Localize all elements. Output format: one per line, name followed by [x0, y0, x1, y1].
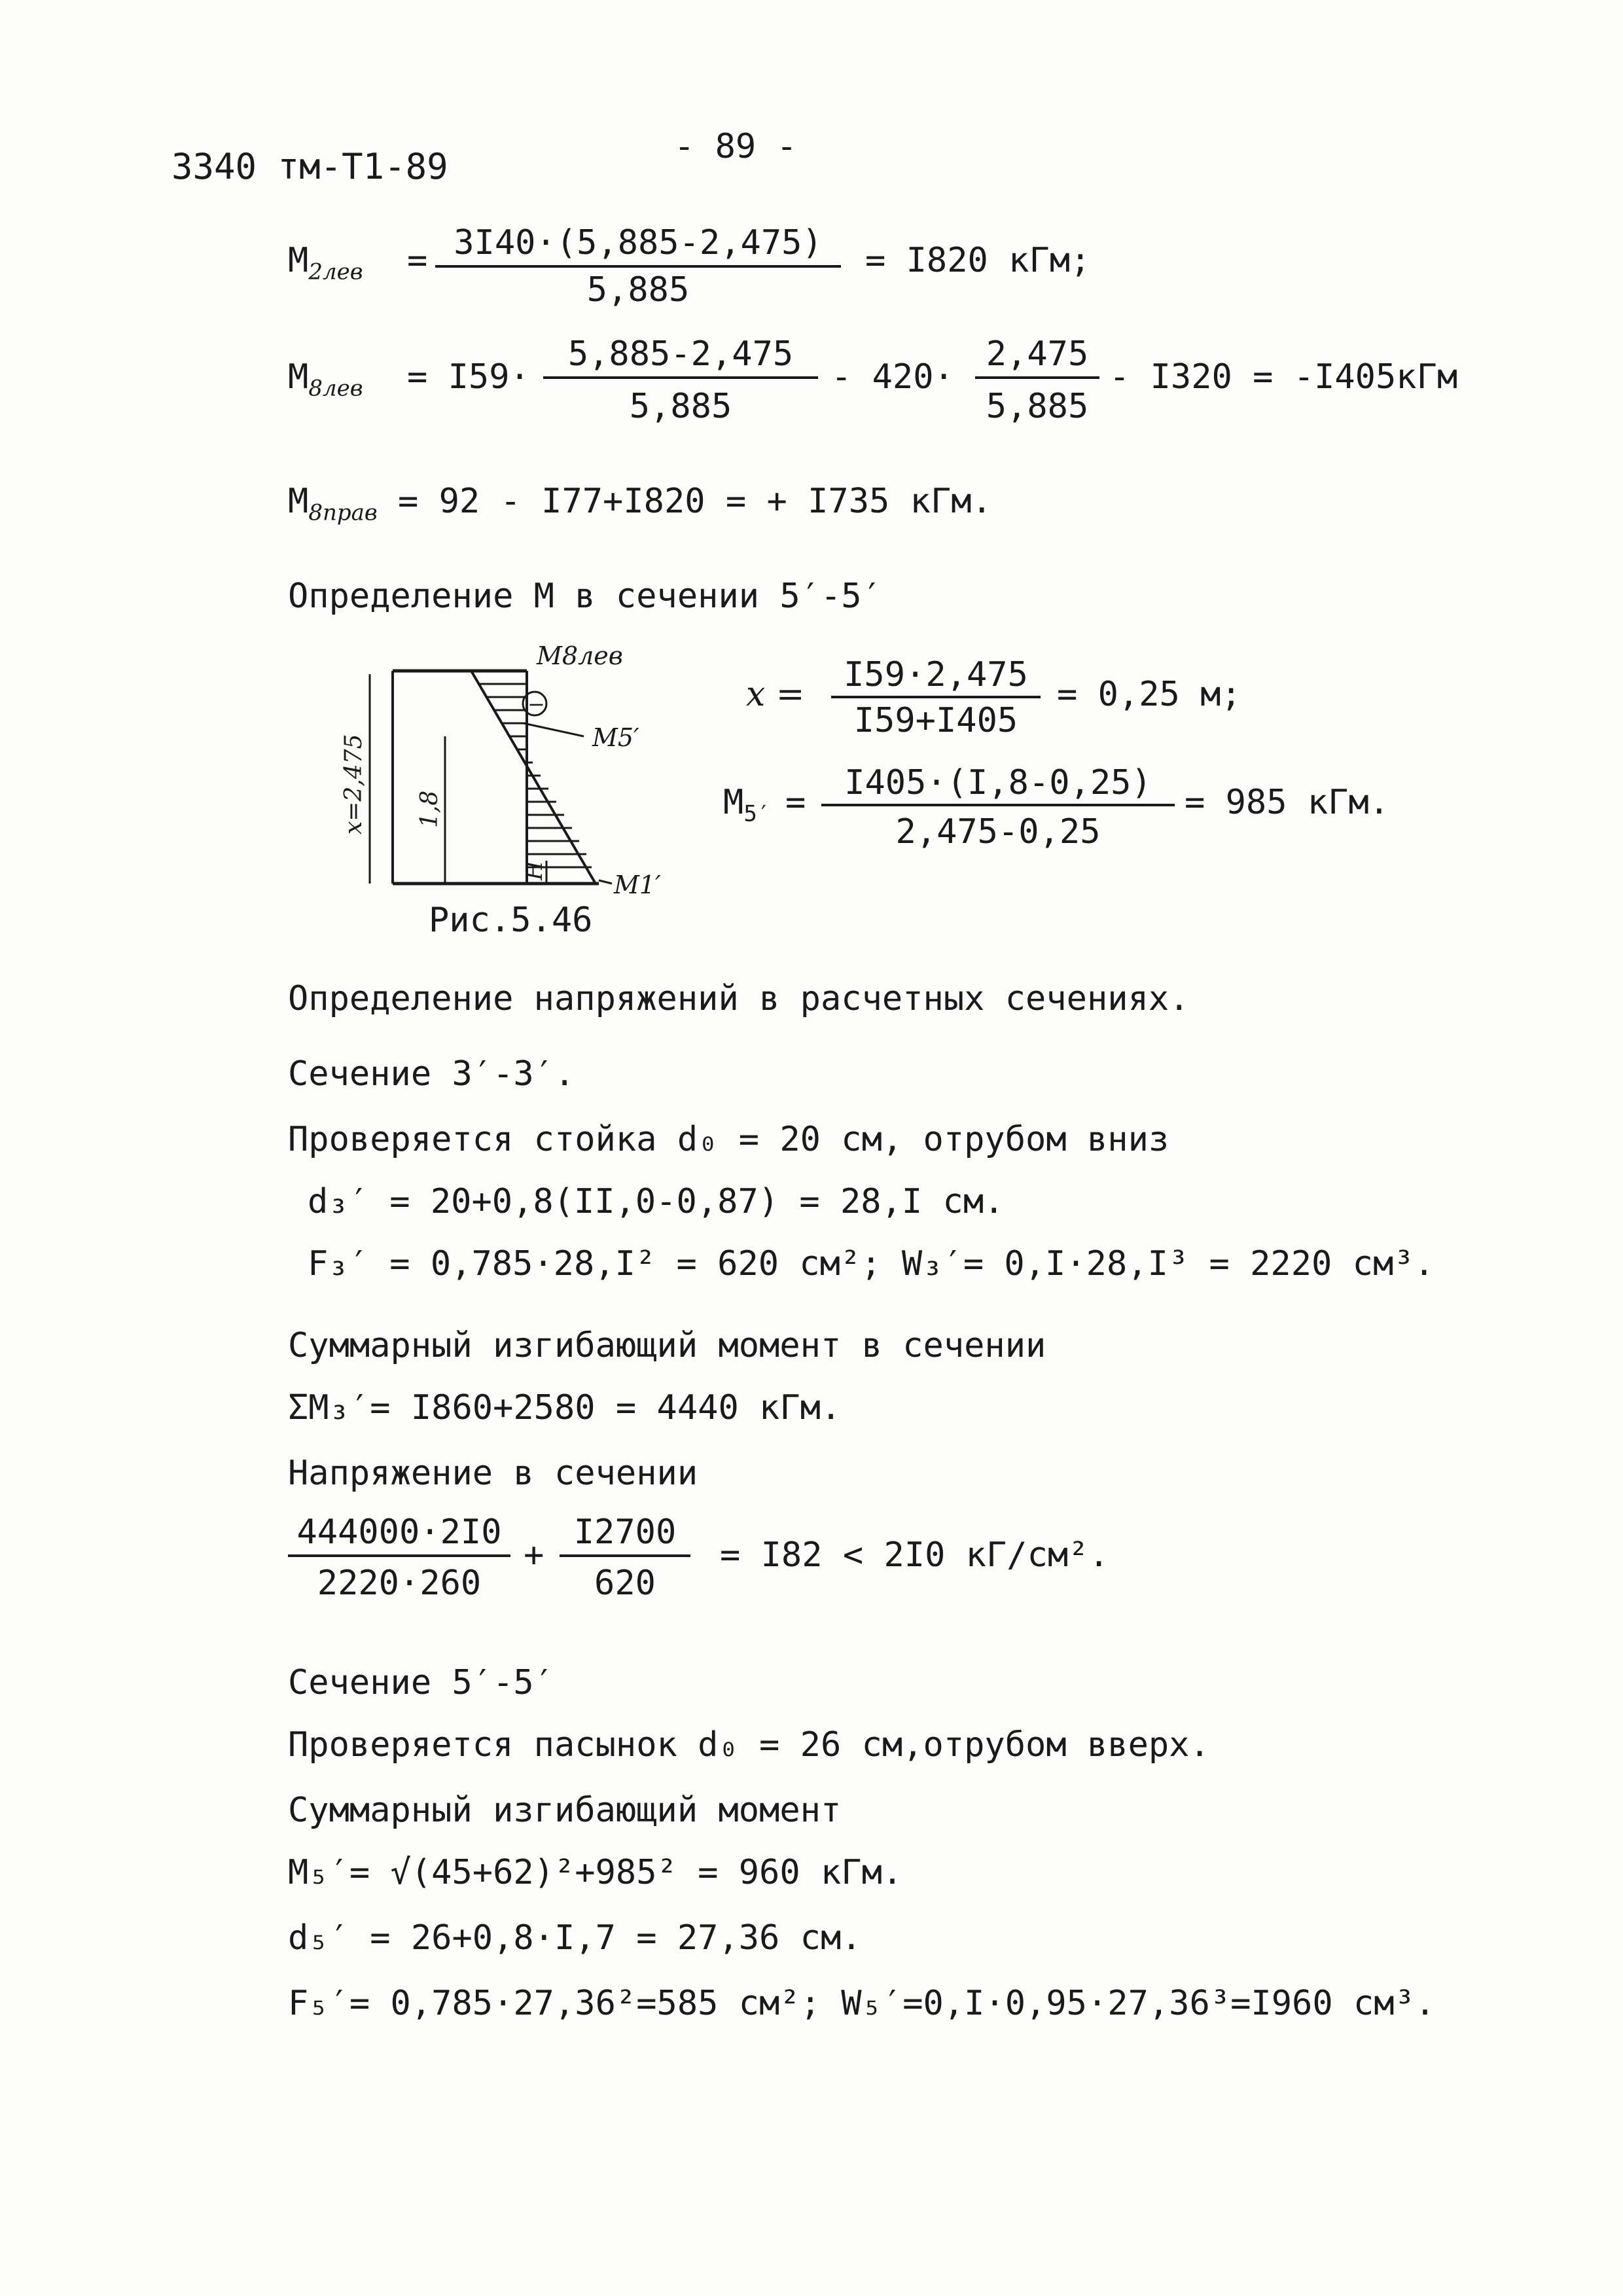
fraction-bar — [821, 804, 1175, 806]
section55-moment-heading: Суммарный изгибающий момент — [288, 1791, 842, 1830]
m5-eq-fraction — [821, 763, 1175, 852]
section33-f3-w3: F₃′ = 0,785·28,I² = 620 см²; W₃′= 0,I·28,I³ = 2220 см³. — [308, 1244, 1435, 1283]
m8lev-fraction-1 — [543, 334, 818, 429]
document-number: 3340 тм-Т1-89 — [171, 146, 448, 187]
m8lev-denominator-1: 5,885 — [629, 387, 732, 426]
section55-d5: d₅′ = 26+0,8·I,7 = 27,36 см. — [288, 1918, 862, 1958]
fraction-bar — [435, 265, 841, 268]
diagram-label-m1: M1′ — [614, 870, 661, 899]
section33-fraction-2-denominator: 620 — [594, 1564, 656, 1603]
m5-eq-label: $M_{5'}$ — [723, 783, 771, 827]
section55-m5: M₅′= √(45+62)²+985² = 960 кГм. — [288, 1853, 903, 1892]
m8lev-fraction-2 — [975, 334, 1099, 429]
section33-sum-moment: ΣM₃′= I860+2580 = 4440 кГм. — [288, 1388, 842, 1427]
fraction-bar — [975, 376, 1099, 379]
m8lev-tail: - I320 = -I405кГм — [1109, 357, 1458, 397]
m2lev-label: $M_{2лев}$ — [288, 241, 363, 285]
m5-leader — [524, 723, 584, 736]
diagram-label-18: 1,8 — [416, 790, 443, 828]
section33-plus: + — [524, 1535, 544, 1575]
m5-eq-result: = 985 кГм. — [1185, 783, 1390, 822]
figure-caption: Рис.5.46 — [429, 901, 593, 940]
fraction-bar — [560, 1554, 690, 1557]
section33-d3: d₃′ = 20+0,8(II,0-0,87) = 28,I см. — [308, 1182, 1005, 1221]
m8lev-mid: - 420· — [831, 357, 954, 397]
m2lev-fraction — [435, 223, 841, 311]
page-number: - 89 - — [674, 127, 797, 166]
m2lev-denominator: 5,885 — [586, 270, 690, 310]
m1-leader — [599, 880, 612, 884]
fraction-bar — [543, 376, 818, 379]
m8prav-line: $M_{8прав} = 92 - I77+I820$ = + I735 кГм. — [288, 482, 992, 526]
m8lev-numerator-1: 5,885-2,475 — [567, 334, 794, 374]
x-eq-numerator: I59·2,475 — [844, 655, 1028, 694]
diagram-label-m5: M5′ — [592, 723, 639, 752]
x-eq-result: = 0,25 м; — [1057, 675, 1241, 714]
m8lev-lead: = I59· — [407, 357, 530, 397]
x-eq-fraction — [831, 655, 1041, 743]
section33-fraction-2 — [560, 1515, 690, 1607]
section55-heading: Определение M в сечении 5′-5′ — [288, 577, 882, 616]
moment-diagram — [321, 638, 687, 940]
section33-fraction-1-denominator: 2220·260 — [317, 1564, 482, 1603]
section33-moment-heading: Суммарный изгибающий момент в сечении — [288, 1326, 1046, 1365]
section33-fraction-1-numerator: 444000·2I0 — [296, 1513, 502, 1552]
section55-check: Проверяется пасынок d₀ = 26 см,отрубом вверх. — [288, 1725, 1210, 1765]
x-eq-label: x = — [746, 675, 805, 714]
m5-eq-numerator: I405·(I,8-0,25) — [844, 763, 1152, 802]
section55-sub-heading: Сечение 5′-5′ — [288, 1663, 554, 1702]
section33-check: Проверяется стойка d₀ = 20 см, отрубом вниз — [288, 1120, 1169, 1159]
section55-f5-w5: F₅′= 0,785·27,36²=585 см²; W₅′=0,I·0,95·27,36³=I960 см³. — [288, 1984, 1436, 2023]
section33-fraction-2-numerator: I2700 — [573, 1513, 677, 1552]
m8lev-denominator-2: 5,885 — [986, 387, 1089, 426]
m2lev-equals: = — [407, 241, 428, 280]
diagram-label-top: M8лев — [537, 641, 623, 670]
m8lev-label: $M_{8лев}$ — [288, 357, 363, 402]
m5-eq-equals: = — [785, 783, 806, 822]
section33-heading: Сечение 3′-3′. — [288, 1054, 575, 1094]
stress-heading: Определение напряжений в расчетных сечениях. — [288, 979, 1190, 1018]
diagram-label-minus: − — [527, 692, 545, 717]
section33-stress-result: = I82 < 2I0 кГ/см². — [720, 1535, 1109, 1575]
m2lev-numerator: 3I40·(5,885-2,475) — [454, 223, 823, 262]
x-eq-denominator: I59+I405 — [853, 701, 1018, 740]
section33-fraction-1 — [288, 1515, 510, 1607]
m2lev-result: = I820 кГм; — [865, 241, 1091, 280]
section33-stress-label: Напряжение в сечении — [288, 1454, 698, 1493]
fraction-bar — [831, 696, 1041, 698]
diagram-label-h: H — [522, 861, 548, 880]
fraction-bar — [288, 1554, 510, 1557]
m5-eq-denominator: 2,475-0,25 — [895, 812, 1101, 852]
diagram-label-x: x=2,475 — [340, 734, 367, 834]
m8lev-numerator-2: 2,475 — [986, 334, 1089, 374]
